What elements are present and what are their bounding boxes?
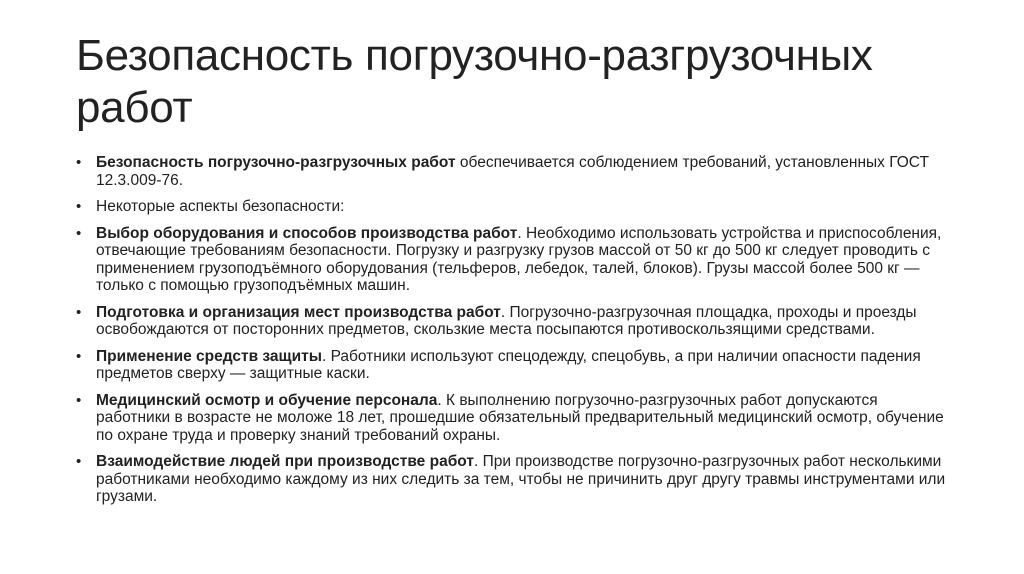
bullet-icon: •: [76, 303, 82, 321]
list-item: [76, 392, 956, 445]
bullet-icon: •: [76, 347, 82, 365]
list-item: [76, 304, 956, 339]
list-item: [76, 225, 956, 295]
bullet-icon: •: [76, 198, 82, 215]
list-item: [76, 198, 956, 216]
bullet-text: . К выполнению погрузочно-разгрузочных работ допускаются работники в возрасте не моложе 18 лет, прошедшие обязательный предварительный медицинский осмотр, обучение по охране труда и проверку знаний требований охраны.: [96, 391, 944, 444]
bullet-lead: Выбор оборудования и способов производства работ: [96, 224, 518, 242]
list-item: [76, 154, 956, 189]
bullet-icon: •: [76, 391, 82, 409]
bullet-icon: •: [76, 453, 82, 470]
bullet-lead: Взаимодействие людей при производстве работ: [96, 453, 474, 470]
slide-title: Безопасность погрузочно-разгрузочных работ: [76, 31, 873, 132]
list-item: [76, 453, 956, 506]
bullet-lead: Безопасность погрузочно-разгрузочных работ: [96, 154, 456, 171]
bullet-text: . При производстве погрузочно-разгрузочных работ несколькими работниками необходимо каждому из них следить за тем, чтобы не причинить друг другу травмы инструментами или грузами.: [96, 453, 946, 505]
bullet-text: обеспечивается соблюдением требований, установленных ГОСТ 12.3.009-76.: [96, 154, 929, 189]
bullet-icon: •: [76, 224, 82, 242]
bullet-lead: Применение средств защиты: [96, 347, 322, 365]
bullet-icon: •: [76, 154, 82, 171]
bullet-list: [76, 154, 956, 515]
list-item: [76, 348, 956, 383]
bullet-text: Некоторые аспекты безопасности:: [96, 198, 345, 215]
bullet-text: . Необходимо использовать устройства и приспособления, отвечающие требованиям безопасности. Погрузку и разгрузку грузов массой от 50 кг до 500 кг следует проводить с применением грузоподъёмного оборудования (тельферов, лебедок, талей, блоков). Грузы массой более 500 кг — только с помощью грузоподъёмных машин.: [96, 224, 942, 294]
bullet-text: . Работники используют спецодежду, спецобувь, а при наличии опасности падения предметов сверху — защитные каски.: [96, 347, 921, 382]
bullet-lead: Подготовка и организация мест производства работ: [96, 303, 501, 321]
bullet-lead: Медицинский осмотр и обучение персонала: [96, 391, 438, 409]
bullet-text: . Погрузочно-разгрузочная площадка, проходы и проезды освобождаются от посторонних предметов, скользкие места посыпаются противоскользящими средствами.: [96, 303, 917, 338]
